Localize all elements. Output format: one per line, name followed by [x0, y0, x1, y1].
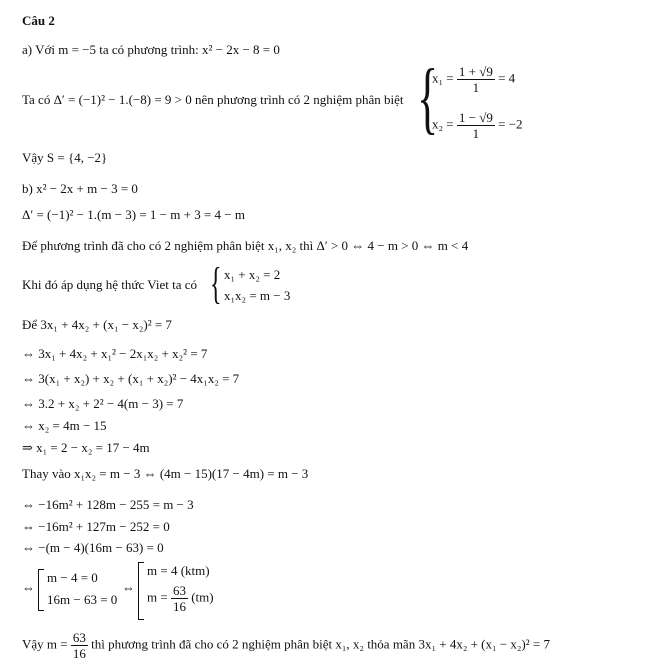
- case-a2: 16m − 63 = 0: [47, 592, 118, 607]
- case-b2-numerator: 63: [172, 583, 186, 598]
- x2-fraction: [457, 110, 495, 141]
- x1-numerator: 1 + √9: [458, 64, 493, 79]
- case-b2-fraction: [171, 583, 188, 614]
- roots-brace: {: [417, 54, 439, 142]
- viet-product: x₁x₂ = m − 3: [224, 288, 291, 303]
- question-title: Câu 2: [22, 13, 55, 28]
- x1-denominator: 1: [472, 80, 480, 95]
- root-x1: [432, 64, 515, 95]
- step-6: Thay vào x₁x₂ = m − 3 ⇔ (4m − 15)(17 − 4m) = m − 3: [22, 466, 309, 481]
- case-a1: m − 4 = 0: [47, 570, 98, 585]
- part-b-condition: Để phương trình đã cho có 2 nghiệm phân biệt x₁, x₂ thì Δ′ > 0 ⇔ 4 − m > 0 ⇔ m < 4: [22, 238, 469, 253]
- step-4: ⇔ x₂ = 4m − 15: [22, 418, 107, 433]
- case-b2-rhs: (tm): [191, 589, 214, 605]
- viet-brace: {: [210, 259, 222, 308]
- part-a-intro: a) Với m = −5 ta có phương trình: x² − 2x − 8 = 0: [22, 42, 280, 57]
- part-a-conclusion: Vậy S = {4, −2}: [22, 150, 108, 165]
- part-a-delta: Ta có Δ′ = (−1)² − 1.(−8) = 9 > 0 nên phương trình có 2 nghiệm phân biệt: [22, 92, 404, 107]
- step-3: ⇔ 3.2 + x₂ + 2² − 4(m − 3) = 7: [22, 396, 184, 411]
- final-numerator: 63: [72, 630, 86, 645]
- final-conclusion: [22, 630, 550, 661]
- root-x2: [432, 110, 523, 141]
- case-bracket-2: [138, 562, 144, 620]
- final-denominator: 16: [72, 646, 86, 661]
- final-lhs: Vậy m =: [22, 636, 68, 652]
- x2-denominator: 1: [472, 126, 480, 141]
- final-fraction: [71, 630, 88, 661]
- x2-numerator: 1 − √9: [458, 110, 493, 125]
- case-bracket-1: [38, 569, 44, 611]
- x1-fraction: [457, 64, 495, 95]
- case-arrow-1: ⇔: [22, 580, 35, 595]
- step-9: ⇔ −(m − 4)(16m − 63) = 0: [22, 540, 164, 555]
- step-0: Để 3x₁ + 4x₂ + (x₁ − x₂)² = 7: [22, 317, 172, 332]
- x2-lhs: x₂ =: [432, 116, 454, 132]
- step-7: ⇔ −16m² + 128m − 255 = m − 3: [22, 497, 194, 512]
- part-b-delta: Δ′ = (−1)² − 1.(m − 3) = 1 − m + 3 = 4 − m: [22, 207, 245, 222]
- x2-rhs: = −2: [498, 116, 523, 132]
- x1-rhs: = 4: [498, 70, 516, 86]
- step-1: ⇔ 3x₁ + 4x₂ + x₁² − 2x₁x₂ + x₂² = 7: [22, 346, 208, 361]
- case-b1: m = 4 (ktm): [147, 563, 210, 578]
- case-b2-denominator: 16: [172, 599, 186, 614]
- case-b2: [147, 583, 214, 614]
- part-b-equation: b) x² − 2x + m − 3 = 0: [22, 181, 138, 196]
- viet-sum: x₁ + x₂ = 2: [224, 267, 281, 282]
- final-rhs: thì phương trình đã cho có 2 nghiệm phân biệt x₁, x₂ thỏa mãn 3x₁ + 4x₂ + (x₁ − x₂)² = 7: [91, 636, 550, 652]
- step-2: ⇔ 3(x₁ + x₂) + x₂ + (x₁ + x₂)² − 4x₁x₂ = 7: [22, 371, 240, 386]
- step-8: ⇔ −16m² + 127m − 252 = 0: [22, 519, 170, 534]
- case-arrow-2: ⇔: [122, 580, 135, 595]
- case-b2-lhs: m =: [147, 589, 168, 605]
- step-5: ⇒ x₁ = 2 − x₂ = 17 − 4m: [22, 440, 150, 455]
- x1-lhs: x₁ =: [432, 70, 454, 86]
- viet-intro: Khi đó áp dụng hệ thức Viet ta có: [22, 277, 197, 292]
